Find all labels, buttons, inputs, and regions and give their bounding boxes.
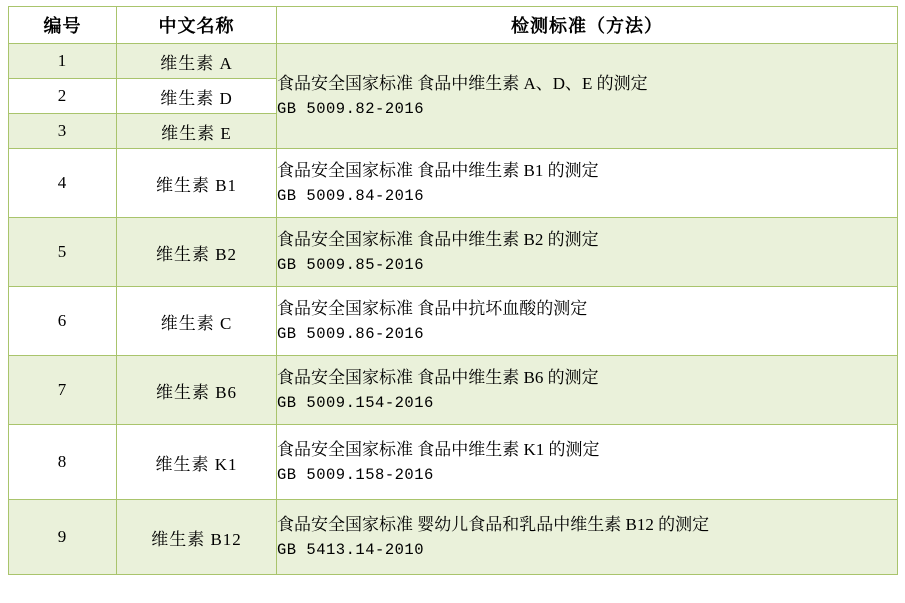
standard-title: 食品安全国家标准 婴幼儿食品和乳品中维生素 B12 的测定	[277, 514, 710, 534]
standard-title: 食品安全国家标准 食品中维生素 B1 的测定	[277, 160, 599, 180]
standard-title: 食品安全国家标准 食品中维生素 A、D、E 的测定	[277, 73, 648, 93]
cell-name: 维生素 A	[117, 44, 277, 79]
cell-standard	[277, 500, 898, 575]
cell-standard	[277, 425, 898, 500]
cell-no: 7	[9, 356, 117, 425]
cell-name: 维生素 B12	[117, 500, 277, 575]
standard-code: GB 5009.82-2016	[277, 100, 425, 119]
standard-title: 食品安全国家标准 食品中维生素 B6 的测定	[277, 367, 599, 387]
standard-code: GB 5413.14-2010	[277, 541, 425, 560]
cell-standard	[277, 356, 898, 425]
cell-standard	[277, 287, 898, 356]
standard-code: GB 5009.158-2016	[277, 466, 434, 485]
cell-standard	[277, 149, 898, 218]
table-row	[9, 287, 898, 356]
cell-standard	[277, 218, 898, 287]
table-row	[9, 44, 898, 79]
standard-code: GB 5009.154-2016	[277, 394, 434, 413]
table-row	[9, 218, 898, 287]
table-header-row	[9, 7, 898, 44]
column-header-name: 中文名称	[117, 7, 277, 44]
cell-standard	[277, 44, 898, 149]
cell-name: 维生素 B1	[117, 149, 277, 218]
cell-no: 1	[9, 44, 117, 79]
table-row	[9, 500, 898, 575]
table-body	[9, 44, 898, 575]
cell-name: 维生素 E	[117, 114, 277, 149]
cell-no: 5	[9, 218, 117, 287]
standard-title: 食品安全国家标准 食品中抗坏血酸的测定	[277, 298, 588, 318]
table-row	[9, 149, 898, 218]
cell-name: 维生素 K1	[117, 425, 277, 500]
table-row	[9, 356, 898, 425]
cell-name: 维生素 B6	[117, 356, 277, 425]
cell-no: 4	[9, 149, 117, 218]
cell-no: 8	[9, 425, 117, 500]
table-header	[9, 7, 898, 44]
column-header-no: 编号	[9, 7, 117, 44]
cell-no: 3	[9, 114, 117, 149]
standard-code: GB 5009.85-2016	[277, 256, 425, 275]
cell-name: 维生素 D	[117, 79, 277, 114]
cell-name: 维生素 C	[117, 287, 277, 356]
vitamin-standards-table	[8, 6, 898, 575]
standard-title: 食品安全国家标准 食品中维生素 B2 的测定	[277, 229, 599, 249]
cell-no: 9	[9, 500, 117, 575]
standard-code: GB 5009.84-2016	[277, 187, 425, 206]
standard-code: GB 5009.86-2016	[277, 325, 425, 344]
column-header-standard: 检测标准（方法）	[277, 7, 898, 44]
cell-no: 6	[9, 287, 117, 356]
cell-no: 2	[9, 79, 117, 114]
standard-title: 食品安全国家标准 食品中维生素 K1 的测定	[277, 439, 600, 459]
cell-name: 维生素 B2	[117, 218, 277, 287]
table-row	[9, 425, 898, 500]
